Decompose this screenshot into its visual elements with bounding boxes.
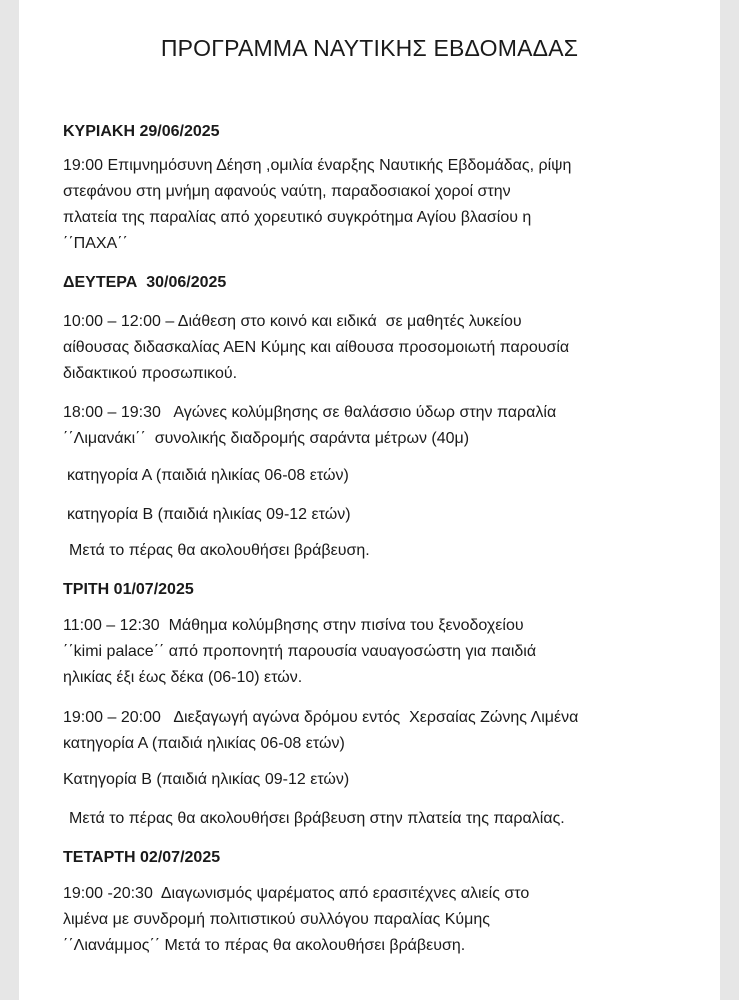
schedule-entry <box>67 502 707 528</box>
day-heading-tuesday: ΤΡΙΤΗ 01/07/2025 <box>63 581 194 598</box>
day-heading-sunday: ΚΥΡΙΑΚΗ 29/06/2025 <box>63 123 220 140</box>
day-heading-monday: ΔΕΥΤΕΡΑ 30/06/2025 <box>63 274 227 291</box>
schedule-entry <box>67 463 707 489</box>
entry-line: 18:00 – 19:30 Αγώνες κολύμβησης σε θαλάσσιο ύδωρ στην παραλία <box>63 404 557 421</box>
entry-line: ΄΄Λιμανάκι΄΄ συνολικής διαδρομής σαράντα μέτρων (40μ) <box>63 430 470 447</box>
entry-line: κατηγορία Α (παιδιά ηλικίας 06-08 ετών) <box>63 735 345 752</box>
entry-line: ΄΄ΠΑΧΑ΄΄ <box>63 235 128 252</box>
entry-line: Κατηγορία Β (παιδιά ηλικίας 09-12 ετών) <box>63 771 350 788</box>
schedule-entry <box>69 538 709 564</box>
schedule-entry <box>63 881 703 959</box>
entry-line: 19:00 -20:30 Διαγωνισμός ψαρέματος από ερασιτέχνες αλιείς στο <box>63 885 530 902</box>
entry-line: κατηγορία Α (παιδιά ηλικίας 06-08 ετών) <box>67 467 349 484</box>
entry-line: ΄΄Λιανάμμος΄΄ Μετά το πέρας θα ακολουθήσει βράβευση. <box>63 937 466 954</box>
schedule-entry <box>63 705 703 757</box>
entry-line: ηλικίας έξι έως δέκα (06-10) ετών. <box>63 669 303 686</box>
entry-line: 19:00 Επιμνημόσυνη Δέηση ,ομιλία έναρξης Ναυτικής Εβδομάδας, ρίψη <box>63 157 572 174</box>
schedule-entry <box>63 153 703 257</box>
entry-line: κατηγορία Β (παιδιά ηλικίας 09-12 ετών) <box>67 506 351 523</box>
schedule-entry <box>63 309 703 387</box>
entry-line: αίθουσας διδασκαλίας ΑΕΝ Κύμης και αίθουσα προσομοιωτή παρουσία <box>63 339 570 356</box>
entry-line: στεφάνου στη μνήμη αφανούς ναύτη, παραδοσιακοί χοροί στην <box>63 183 511 200</box>
entry-line: 10:00 – 12:00 – Διάθεση στο κοινό και ειδικά σε μαθητές λυκείου <box>63 313 522 330</box>
document-page <box>19 0 720 1000</box>
schedule-entry <box>63 767 703 793</box>
entry-line: 11:00 – 12:30 Μάθημα κολύμβησης στην πισίνα του ξενοδοχείου <box>63 617 524 634</box>
entry-line: ΄΄kimi palace΄΄ από προπονητή παρουσία ναυαγοσώστη για παιδιά <box>63 643 537 660</box>
entry-line: λιμένα με συνδρομή πολιτιστικού συλλόγου παραλίας Κύμης <box>63 911 490 928</box>
entry-line: διδακτικού προσωπικού. <box>63 365 238 382</box>
entry-line: 19:00 – 20:00 Διεξαγωγή αγώνα δρόμου εντός Χερσαίας Ζώνης Λιμένα <box>63 709 579 726</box>
day-heading-wednesday: ΤΕΤΑΡΤΗ 02/07/2025 <box>63 849 221 866</box>
document-title: ΠΡΟΓΡΑΜΜΑ ΝΑΥΤΙΚΗΣ ΕΒΔΟΜΑΔΑΣ <box>160 35 579 61</box>
schedule-entry <box>63 613 703 691</box>
entry-line: Μετά το πέρας θα ακολουθήσει βράβευση. <box>69 542 370 559</box>
schedule-entry <box>69 806 709 832</box>
entry-line: πλατεία της παραλίας από χορευτικό συγκρότημα Αγίου βλασίου η <box>63 209 532 226</box>
entry-line: Μετά το πέρας θα ακολουθήσει βράβευση στην πλατεία της παραλίας. <box>69 810 565 827</box>
schedule-entry <box>63 400 703 452</box>
